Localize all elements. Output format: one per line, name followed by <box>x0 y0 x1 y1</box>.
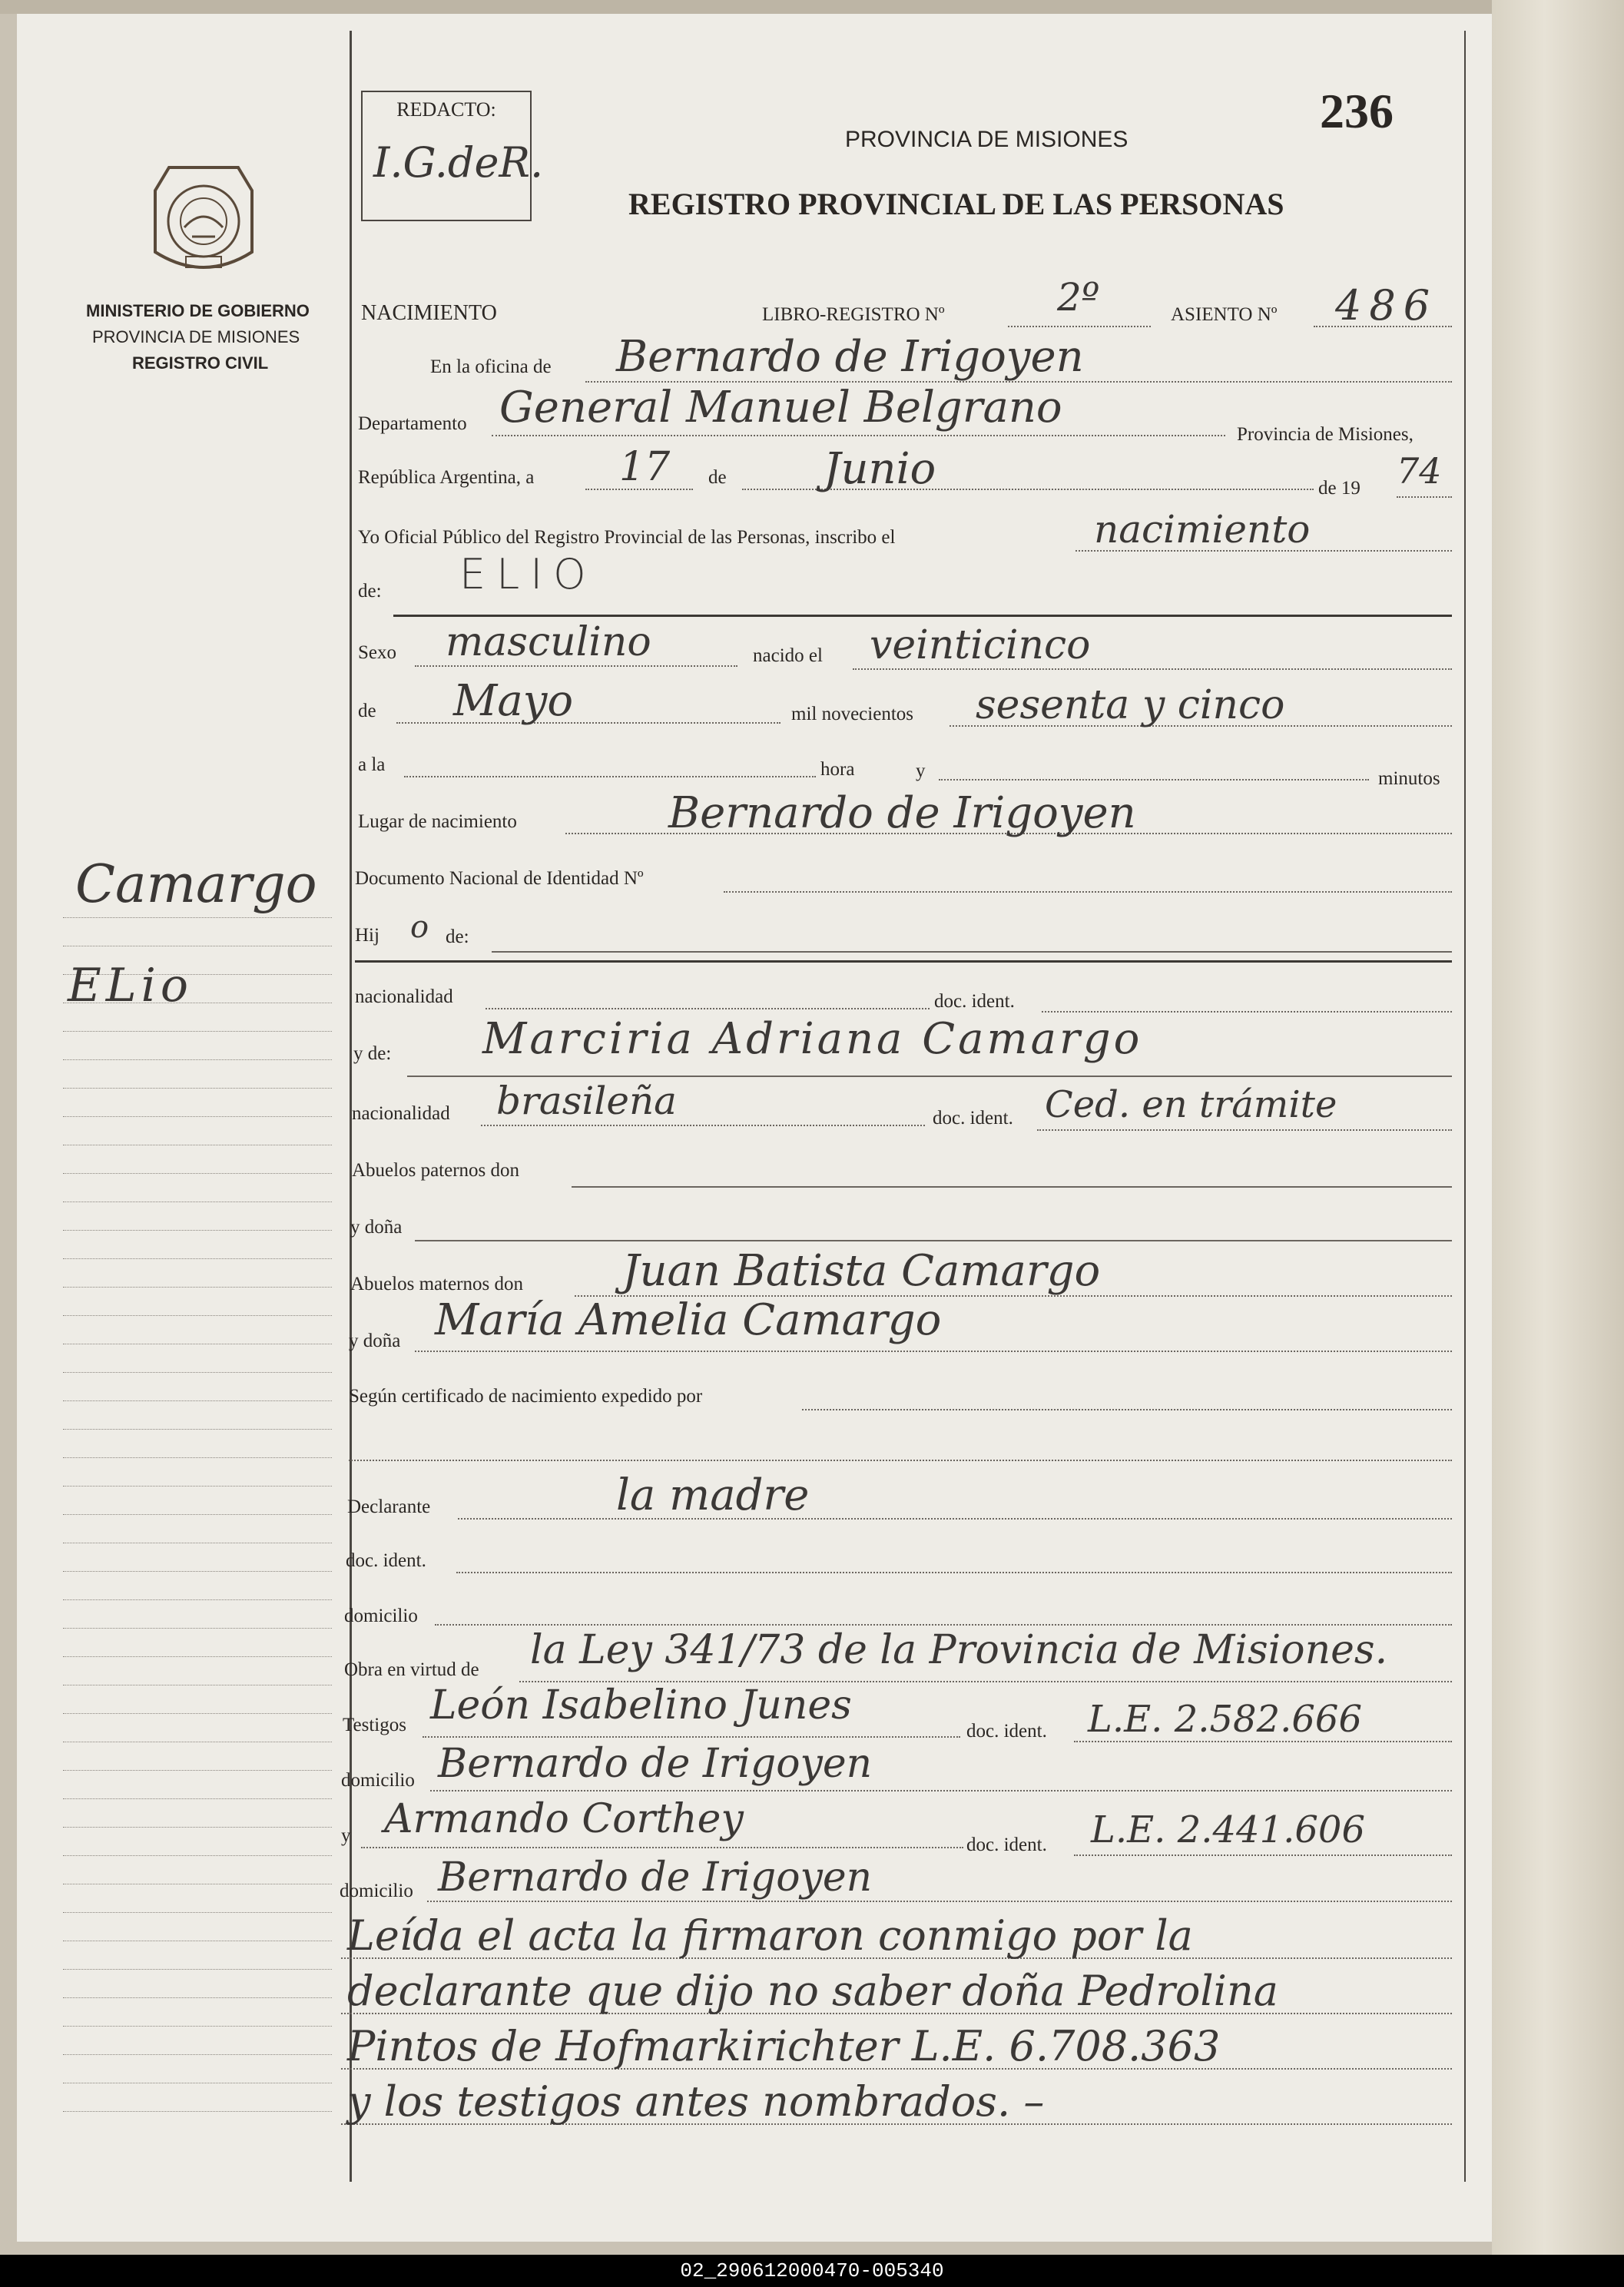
margin-ruled-line <box>63 1855 332 1856</box>
value-nacido-anio: sesenta y cinco <box>976 682 1285 728</box>
margin-ruled-line <box>63 1798 332 1799</box>
label-de-nombre: de: <box>358 581 382 602</box>
ministry-line-3: REGISTRO CIVIL <box>132 353 269 373</box>
margin-ruled-line <box>63 1912 332 1913</box>
margin-ruled-line <box>63 1315 332 1316</box>
page-number: 236 <box>1320 84 1394 138</box>
nombre-line <box>393 615 1452 617</box>
value-departamento: General Manuel Belgrano <box>499 383 1062 433</box>
margin-ruled-line <box>63 1116 332 1117</box>
value-lugar: Bernardo de Irigoyen <box>668 788 1136 838</box>
margin-ruled-line <box>63 1287 332 1288</box>
label-lugar: Lugar de nacimiento <box>358 811 517 832</box>
province-seal <box>146 160 261 283</box>
label-y-de: y de: <box>353 1043 392 1064</box>
value-sexo: masculino <box>446 619 651 665</box>
value-inscribo: nacimiento <box>1094 507 1311 552</box>
minutos-line <box>939 779 1369 781</box>
padre-line-2 <box>355 960 1452 963</box>
nacido-line <box>853 668 1452 670</box>
value-libro: 2º <box>1057 275 1100 320</box>
abuela-materna-line <box>415 1351 1452 1352</box>
label-a-la: a la <box>358 754 386 775</box>
seal-icon <box>146 160 261 283</box>
doc-madre-line <box>1037 1129 1452 1131</box>
margin-ruled-line <box>63 1230 332 1231</box>
margin-ruled-line <box>63 1173 332 1174</box>
label-doc-ident-testigo2: doc. ident. <box>966 1835 1047 1855</box>
margin-ruled-line <box>63 1997 332 1998</box>
label-y-hora: y <box>916 761 926 781</box>
label-hora: hora <box>820 759 855 780</box>
label-segun: Según certificado de nacimiento expedido por <box>349 1386 703 1407</box>
label-doc-ident-declarante: doc. ident. <box>346 1550 426 1571</box>
label-libro: LIBRO-REGISTRO Nº <box>762 304 945 325</box>
margin-ruled-line <box>63 1059 332 1060</box>
label-nacionalidad-madre: nacionalidad <box>352 1103 450 1124</box>
margin-ruled-line <box>63 1031 332 1032</box>
declarante-line <box>458 1518 1452 1520</box>
value-nacido-dia: veinticinco <box>870 622 1091 668</box>
label-de-mes: de <box>708 467 727 488</box>
label-doc-ident-padre: doc. ident. <box>934 991 1015 1012</box>
label-domicilio-declarante: domicilio <box>344 1606 418 1626</box>
page-top-edge <box>0 0 1624 14</box>
value-declarante: la madre <box>616 1470 810 1520</box>
header-province: PROVINCIA DE MISIONES <box>845 127 1129 152</box>
label-sexo: Sexo <box>358 642 396 663</box>
label-abuelos-paternos: Abuelos paternos don <box>352 1160 520 1181</box>
margin-ruled-line <box>63 1514 332 1515</box>
testigo2-doc-line <box>1074 1854 1452 1856</box>
testigo2-line <box>361 1847 963 1848</box>
segun-line-2 <box>349 1460 1452 1461</box>
libro-line <box>1008 326 1151 327</box>
label-de-mes-nac: de <box>358 701 376 721</box>
label-republica: República Argentina, a <box>358 467 535 488</box>
margin-ruled-line <box>63 1599 332 1600</box>
redacto-value: I.G.deR. <box>373 138 544 187</box>
value-oficina: Bernardo de Irigoyen <box>616 332 1084 382</box>
domicilio-declarante-line <box>435 1624 1452 1626</box>
value-obra: la Ley 341/73 de la Provincia de Misiones. <box>530 1627 1388 1673</box>
label-declarante: Declarante <box>347 1496 431 1517</box>
testigo1-doc-line <box>1074 1741 1452 1742</box>
book-edge <box>1492 0 1624 2255</box>
doc-declarante-line <box>456 1572 1452 1573</box>
label-doc-ident-madre: doc. ident. <box>933 1108 1013 1129</box>
label-minutos: minutos <box>1378 768 1440 789</box>
nota-text-2: declarante que dijo no saber doña Pedrolina <box>347 1967 1278 2015</box>
value-dia: 17 <box>619 444 671 490</box>
redacto-label: REDACTO: <box>396 98 496 121</box>
value-nombre: ELIO <box>459 550 597 598</box>
right-rule <box>1464 31 1466 2182</box>
margin-ruled-line <box>63 2026 332 2027</box>
label-yo-oficial: Yo Oficial Público del Registro Provincial de las Personas, inscribo el <box>358 527 896 548</box>
ministry-line-1: MINISTERIO DE GOBIERNO <box>86 301 310 320</box>
redacto-stamp <box>361 91 544 221</box>
margin-surname: Camargo <box>75 854 317 915</box>
label-domicilio-testigo2: domicilio <box>340 1881 413 1901</box>
label-oficina: En la oficina de <box>430 356 552 377</box>
label-y-testigo2: y <box>341 1825 351 1846</box>
nota-text-4: y los testigos antes nombrados. – <box>347 2077 1045 2126</box>
label-y-dona-materna: y doña <box>349 1331 401 1351</box>
sexo-line <box>415 665 737 667</box>
value-madre-nacionalidad: brasileña <box>496 1079 677 1123</box>
file-id-footer: 02_290612000470-005340 <box>0 2255 1624 2287</box>
label-nacido-el: nacido el <box>753 645 823 666</box>
value-hij-suffix: o <box>410 910 429 945</box>
dni-line <box>724 891 1452 893</box>
label-provincia: Provincia de Misiones, <box>1237 424 1414 445</box>
label-hij: Hij <box>355 925 379 946</box>
domicilio-testigo1-line <box>430 1790 1452 1791</box>
margin-ruled-line <box>63 1400 332 1401</box>
value-mes: Junio <box>824 444 936 494</box>
value-testigo2-dom: Bernardo de Irigoyen <box>438 1854 873 1901</box>
nacionalidad-madre-line <box>481 1125 925 1126</box>
page-title: REGISTRO PROVINCIAL DE LAS PERSONAS <box>628 187 1284 221</box>
testigo1-line <box>423 1736 960 1738</box>
doc-padre-line <box>1042 1011 1452 1013</box>
label-abuelos-maternos: Abuelos maternos don <box>350 1274 523 1294</box>
margin-name: ELio <box>68 959 193 1013</box>
anio-line <box>1397 496 1452 498</box>
value-abuelo-materno: Juan Batista Camargo <box>622 1246 1101 1296</box>
margin-ruled-line <box>63 1827 332 1828</box>
value-nacido-mes: Mayo <box>453 676 574 726</box>
label-de-anio: de 19 <box>1318 478 1361 499</box>
value-testigo1-dom: Bernardo de Irigoyen <box>438 1741 873 1787</box>
label-departamento: Departamento <box>358 413 467 434</box>
ministry-line-2: PROVINCIA DE MISIONES <box>92 327 300 346</box>
label-mil-novecientos: mil novecientos <box>791 704 913 724</box>
abuela-paterna-line <box>415 1240 1452 1241</box>
label-dni: Documento Nacional de Identidad Nº <box>355 868 644 889</box>
departamento-line <box>492 435 1225 436</box>
margin-ruled-line <box>63 1969 332 1970</box>
margin-ruled-line <box>63 1457 332 1458</box>
madre-line <box>407 1076 1452 1077</box>
margin-ruled-line <box>63 1628 332 1629</box>
label-obra: Obra en virtud de <box>344 1659 479 1680</box>
value-abuela-materna: María Amelia Camargo <box>435 1295 942 1345</box>
value-anio: 74 <box>1397 450 1442 492</box>
label-testigos: Testigos <box>343 1715 406 1735</box>
label-y-dona-paterna: y doña <box>350 1217 403 1238</box>
label-hij-de: de: <box>446 926 469 947</box>
nacionalidad-padre-line <box>486 1008 930 1009</box>
domicilio-testigo2-line <box>427 1901 1452 1902</box>
margin-ruled-line <box>63 1486 332 1487</box>
margin-ruled-line <box>63 1429 332 1430</box>
abuelo-paterno-line <box>572 1186 1452 1188</box>
margin-ruled-line <box>63 917 332 918</box>
margin-ruled-line <box>63 1713 332 1714</box>
value-asiento: 486 <box>1335 281 1438 330</box>
margin-ruled-line <box>63 1770 332 1771</box>
margin-ruled-line <box>63 2111 332 2112</box>
segun-line <box>802 1409 1452 1410</box>
value-testigo2-doc: L.E. 2.441.606 <box>1091 1808 1365 1851</box>
margin-ruled-line <box>63 1571 332 1572</box>
hora-line <box>404 776 816 777</box>
label-nacionalidad-padre: nacionalidad <box>355 986 453 1007</box>
value-madre-doc: Ced. en trámite <box>1045 1083 1337 1126</box>
nota-text-1: Leída el acta la firmaron conmigo por la <box>347 1911 1193 1960</box>
margin-ruled-line <box>63 1656 332 1657</box>
label-doc-ident-testigo1: doc. ident. <box>966 1721 1047 1742</box>
nota-text-3: Pintos de Hofmarkirichter L.E. 6.708.363 <box>347 2022 1221 2070</box>
value-testigo1: León Isabelino Junes <box>430 1682 852 1729</box>
margin-ruled-line <box>63 2054 332 2055</box>
value-testigo2: Armando Corthey <box>384 1796 744 1842</box>
label-asiento: ASIENTO Nº <box>1171 304 1278 325</box>
label-domicilio-testigo1: domicilio <box>341 1770 415 1791</box>
margin-ruled-line <box>63 1372 332 1373</box>
margin-ruled-line <box>63 1258 332 1259</box>
margin-ruled-line <box>63 1088 332 1089</box>
padre-line <box>492 951 1452 953</box>
value-testigo1-doc: L.E. 2.582.666 <box>1088 1698 1362 1741</box>
label-nacimiento: NACIMIENTO <box>361 301 497 325</box>
value-madre: Marciria Adriana Camargo <box>482 1014 1143 1064</box>
